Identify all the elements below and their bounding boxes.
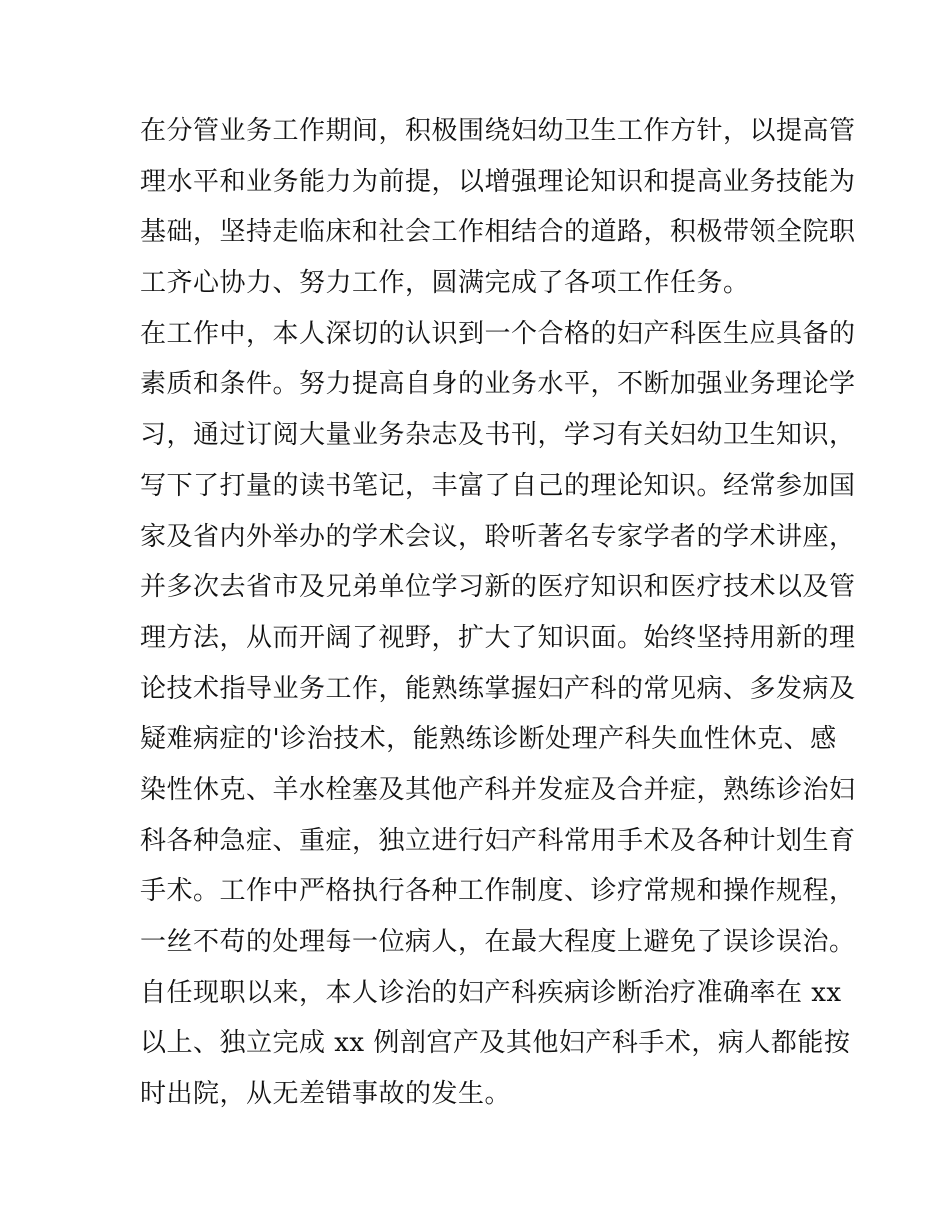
text-line: 素质和条件。努力提高自身的业务水平，不断加强业务理论学	[140, 369, 856, 400]
text-line: 染性休克、羊水栓塞及其他产科并发症及合并症，熟练诊治妇	[140, 774, 856, 805]
paragraph	[140, 106, 856, 309]
text-line: 手术。工作中严格执行各种工作制度、诊疗常规和操作规程，	[140, 876, 856, 907]
document-body	[140, 106, 856, 1120]
text-line: 时出院，从无差错事故的发生。	[140, 1079, 512, 1110]
text-line: 理水平和业务能力为前提，以增强理论知识和提高业务技能为	[140, 166, 856, 197]
text-line: 在工作中，本人深切的认识到一个合格的妇产科医生应具备的	[140, 318, 856, 349]
text-line: 基础，坚持走临床和社会工作相结合的道路，积极带领全院职	[140, 217, 856, 248]
text-line: 并多次去省市及兄弟单位学习新的医疗知识和医疗技术以及管	[140, 572, 856, 603]
text-line: 自任现职以来，本人诊治的妇产科疾病诊断治疗准确率在 xx	[140, 977, 842, 1008]
paragraph	[140, 309, 856, 1120]
text-line: 工齐心协力、努力工作，圆满完成了各项工作任务。	[140, 268, 750, 299]
text-line: 理方法，从而开阔了视野，扩大了知识面。始终坚持用新的理	[140, 622, 856, 653]
text-line: 论技术指导业务工作，能熟练掌握妇产科的常见病、多发病及	[140, 673, 856, 704]
text-line: 在分管业务工作期间，积极围绕妇幼卫生工作方针，以提高管	[140, 116, 856, 146]
text-line: 写下了打量的读书笔记，丰富了自己的理论知识。经常参加国	[140, 470, 856, 501]
text-line: 一丝不苟的处理每一位病人，在最大程度上避免了误诊误治。	[140, 927, 856, 957]
text-line: 习，通过订阅大量业务杂志及书刊，学习有关妇幼卫生知识，	[140, 420, 856, 451]
text-line: 家及省内外举办的学术会议，聆听著名专家学者的学术讲座，	[140, 521, 856, 552]
text-line: 科各种急症、重症，独立进行妇产科常用手术及各种计划生育	[140, 825, 856, 856]
text-line: 以上、独立完成 xx 例剖宫产及其他妇产科手术，病人都能按	[140, 1028, 851, 1059]
text-line: 疑难病症的'诊治技术，能熟练诊断处理产科失血性休克、感	[140, 724, 837, 755]
